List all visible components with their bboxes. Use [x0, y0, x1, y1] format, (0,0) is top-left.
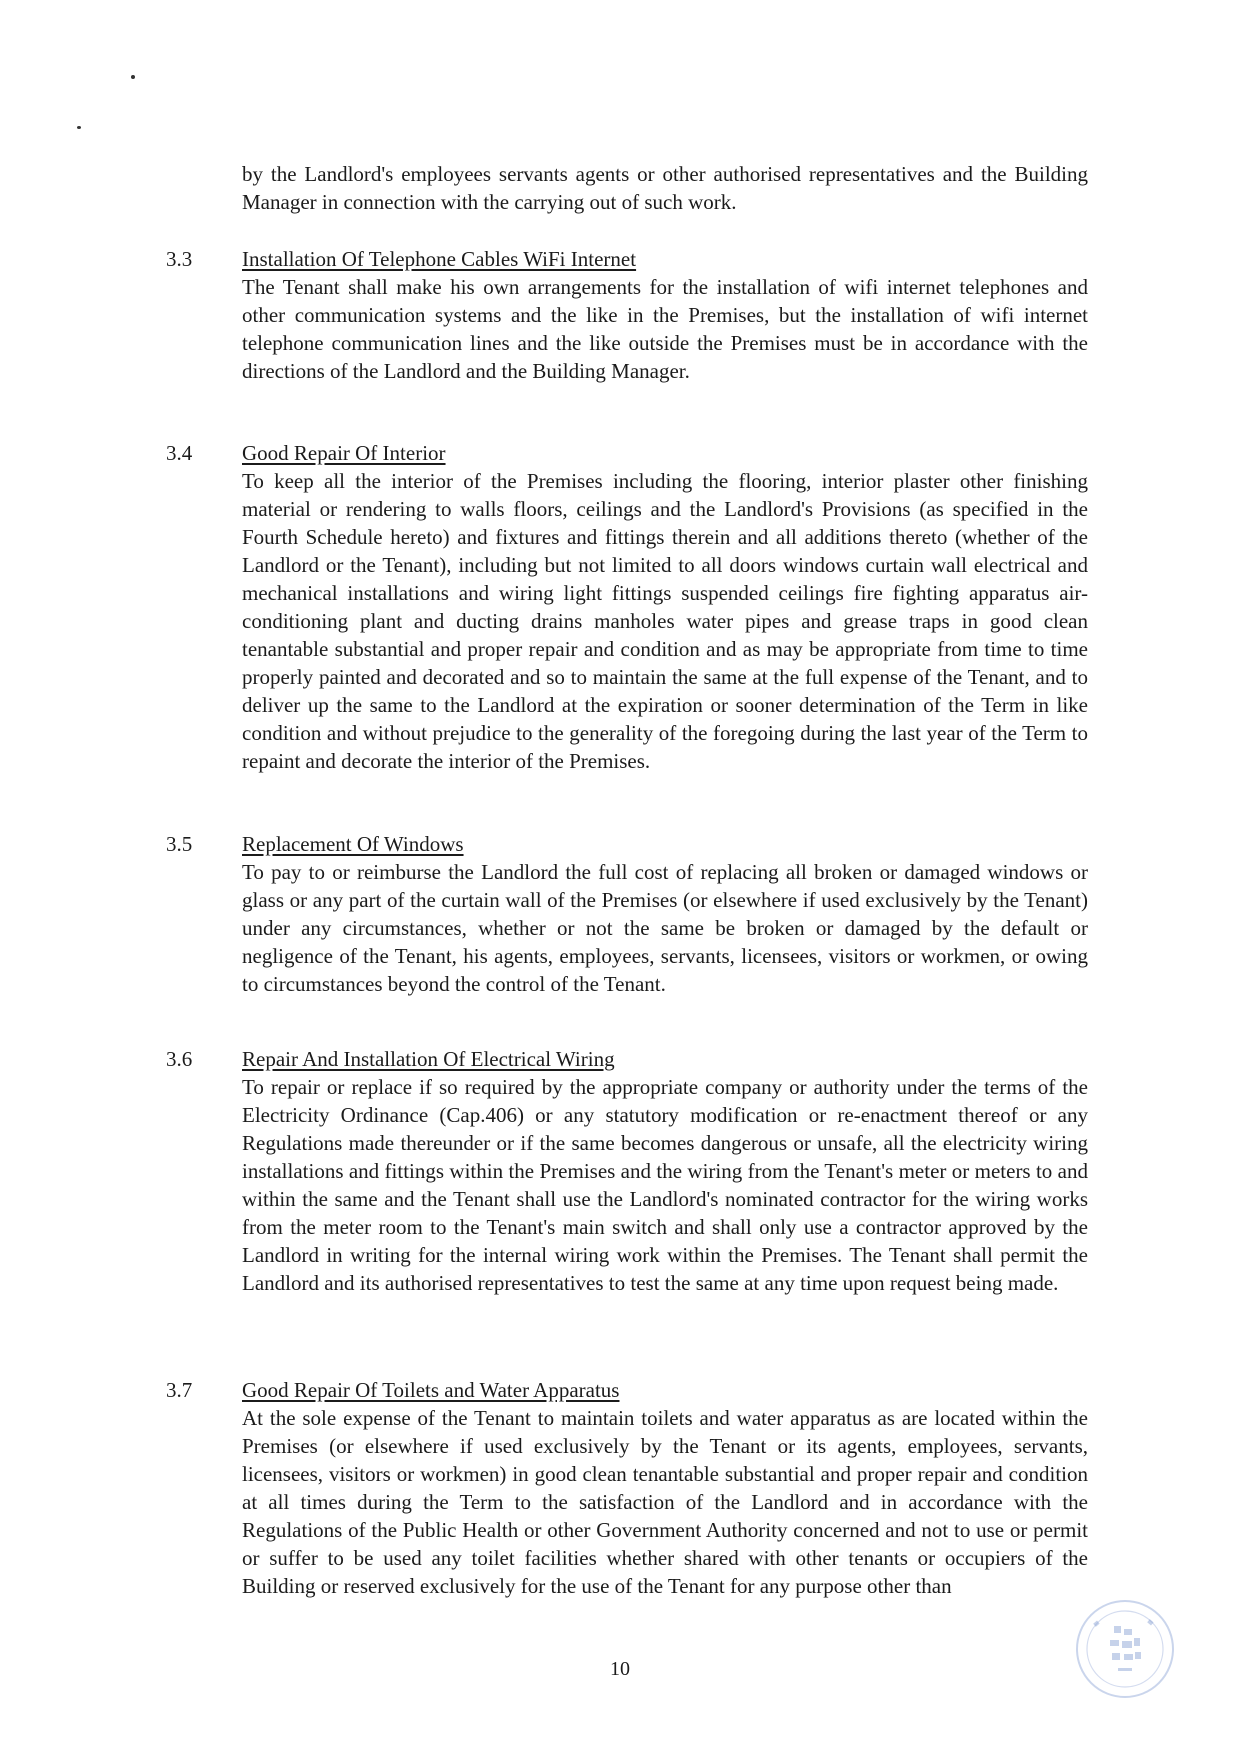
section-title: Good Repair Of Toilets and Water Apparatus: [242, 1378, 620, 1402]
scan-speck: [131, 75, 135, 79]
page-number: 10: [610, 1658, 630, 1680]
intro-paragraph: by the Landlord's employees servants agents or other authorised representatives and the Building Manager in connection with the carrying out of such work.: [242, 162, 1088, 214]
section-3-5: [166, 830, 1088, 998]
section-text: To pay to or reimburse the Landlord the full cost of replacing all broken or damaged windows or glass or any part of the curtain wall of the Premises (or elsewhere if used exclusively by the Tenant) under any circumstances, whether or not the same be broken or damaged by the default or negligence of the Tenant, his agents, employees, servants, licensees, visitors or workmen, or owing to circumstances beyond the control of the Tenant.: [242, 860, 1088, 996]
section-3-3: [166, 245, 1088, 385]
section-text: The Tenant shall make his own arrangements for the installation of wifi internet telephones and other communication systems and the like in the Premises, but the installation of wifi internet telephone communication lines and the like outside the Premises must be in accordance with the directions of the Landlord and the Building Manager.: [242, 275, 1088, 383]
section-number: 3.4: [166, 441, 193, 465]
section-text: To repair or replace if so required by the appropriate company or authority under the terms of the Electricity Ordinance (Cap.406) or any statutory modification or re-enactment thereof or any Regulations made thereunder or if the same becomes dangerous or unsafe, all the electricity wiring installations and fittings within the Premises and the wiring from the Tenant's meter or meters to and within the same and the Tenant shall use the Landlord's nominated contractor for the wiring works from the meter room to the Tenant's main switch and shall only use a contractor approved by the Landlord in writing for the internal wiring work within the Premises. The Tenant shall permit the Landlord and its authorised representatives to test the same at any time upon request being made.: [242, 1075, 1088, 1295]
section-title: Repair And Installation Of Electrical Wiring: [242, 1047, 615, 1071]
section-number: 3.6: [166, 1047, 193, 1071]
section-number: 3.7: [166, 1378, 193, 1402]
company-seal-icon: [1072, 1596, 1178, 1702]
section-text: At the sole expense of the Tenant to maintain toilets and water apparatus as are located within the Premises (or elsewhere if used exclusively by the Tenant or its agents, employees, servants, licensees, visitors or workmen) in good clean tenantable substantial and proper repair and condition at all times during the Term to the satisfaction of the Landlord and in accordance with the Regulations of the Public Health or other Government Authority concerned and not to use or permit or suffer to be used any toilet facilities whether shared with other tenants or occupiers of the Building or reserved exclusively for the use of the Tenant for any purpose other than: [242, 1406, 1088, 1598]
section-title: Installation Of Telephone Cables WiFi Internet: [242, 247, 637, 271]
section-number: 3.5: [166, 832, 193, 856]
section-3-7: [166, 1376, 1088, 1600]
section-number: 3.3: [166, 247, 193, 271]
section-text: To keep all the interior of the Premises including the flooring, interior plaster other finishing material or rendering to walls floors, ceilings and the Landlord's Provisions (as specified in the Fourth Schedule hereto) and fixtures and fittings therein and all additions thereto (whether of the Landlord or the Tenant), including but not limited to all doors windows curtain wall electrical and mechanical installations and wiring light fittings suspended ceilings fire fighting apparatus air-conditioning plant and ducting drains manholes water pipes and grease traps in good clean tenantable substantial and proper repair and condition and as may be appropriate from time to time properly painted and decorated and so to maintain the same at the full expense of the Tenant, and to deliver up the same to the Landlord at the expiration or sooner determination of the Term in like condition and without prejudice to the generality of the foregoing during the last year of the Term to repaint and decorate the interior of the Premises.: [242, 469, 1088, 773]
section-3-6: [166, 1045, 1088, 1297]
section-title: Replacement Of Windows: [242, 832, 464, 856]
section-title: Good Repair Of Interior: [242, 441, 446, 465]
section-3-4: [166, 439, 1088, 775]
scan-speck: [77, 126, 81, 129]
